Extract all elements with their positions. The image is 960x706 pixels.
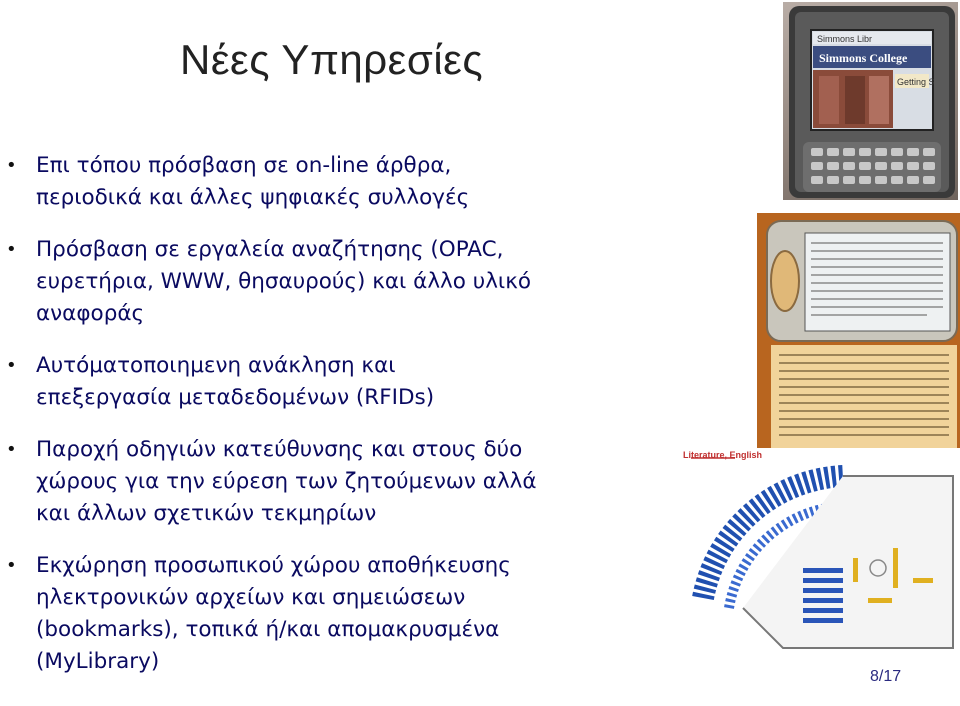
- bullet-item: [0, 234, 700, 330]
- bullet-item: [0, 150, 700, 214]
- bullet-list: [0, 150, 700, 698]
- ebook-illustration: [757, 213, 960, 451]
- bullet-item: [0, 434, 700, 530]
- pda-illustration: [783, 2, 958, 200]
- floorplan-label: Literature, English: [683, 450, 763, 460]
- bullet-text: Αυτόματοποιημενη ανάκληση και επεξεργασία μεταδεδομένων (RFIDs): [36, 353, 435, 410]
- pda-screen-banner: Simmons College: [819, 51, 908, 65]
- page-number: 8/17: [870, 668, 902, 685]
- bullet-text: Εκχώρηση προσωπικού χώρου αποθήκευσης ηλεκτρονικών αρχείων και σημειώσεων (bookmarks), τοπικά ή/και απομακρυσμένα (MyLibrary): [36, 553, 511, 674]
- bullet-item: [0, 550, 700, 678]
- library-floorplan: [683, 448, 960, 660]
- pda-screen-button: Getting S: [897, 77, 935, 87]
- floorplan-illustration: [683, 448, 960, 660]
- pda-screen-header: Simmons Libr: [817, 34, 873, 44]
- slide-title: Νέες Υπηρεσίες: [180, 36, 484, 83]
- ebook-reader-photo: [757, 213, 960, 451]
- bullet-text: Πρόσβαση σε εργαλεία αναζήτησης (OPAC, ευρετήρια, WWW, θησαυρούς) και άλλο υλικό αναφοράς: [36, 237, 532, 326]
- pda-device-photo: [783, 2, 958, 200]
- bullet-text: Επι τόπου πρόσβαση σε on-line άρθρα, περιοδικά και άλλες ψηφιακές συλλογές: [36, 153, 470, 210]
- bullet-item: [0, 350, 700, 414]
- bullet-text: Παροχή οδηγιών κατεύθυνσης και στους δύο χώρους για την εύρεση των ζητούμενων αλλά και άλλων σχετικών τεκμηρίων: [36, 437, 537, 526]
